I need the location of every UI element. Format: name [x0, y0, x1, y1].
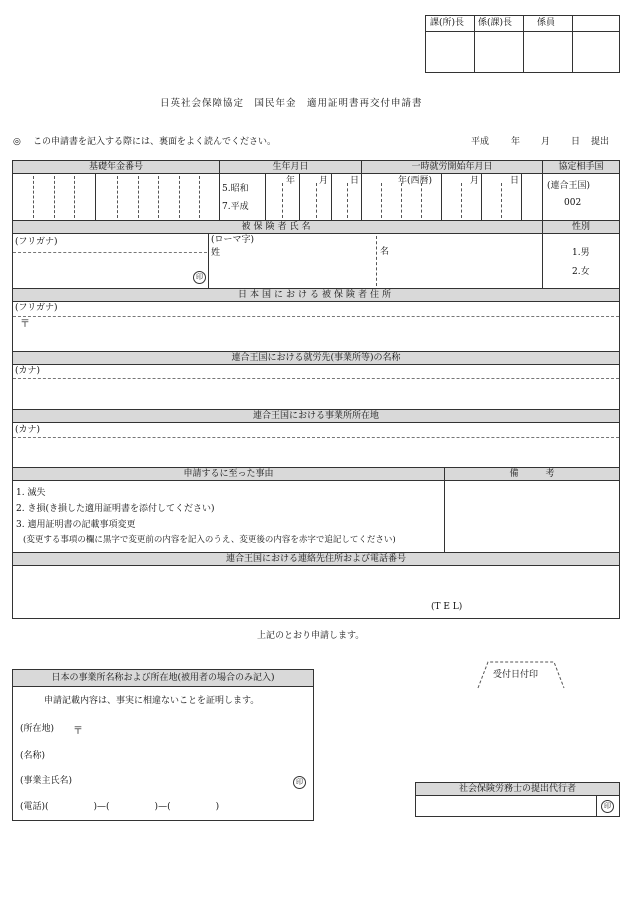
name-furigana: (フリガナ) — [15, 237, 58, 247]
submit-year: 年 — [511, 137, 521, 147]
partner-country-code: 002 — [564, 198, 582, 208]
era-heisei: 7.平成 — [222, 202, 249, 212]
gender-header: 性別 — [542, 220, 620, 234]
reason-header: 申請するに至った事由 — [12, 467, 445, 481]
birth-day-label: 日 — [350, 176, 360, 186]
notice-text: この申請書を記入する際には、裏面をよく読んでください。 — [33, 137, 277, 147]
gender-female: 2.女 — [572, 267, 590, 277]
work-start-header: 一時就労開始年月日 — [361, 160, 543, 174]
era-showa: 5.昭和 — [222, 184, 249, 194]
employer-owner: (事業主氏名) — [20, 776, 73, 786]
work-month-label: 月 — [470, 176, 480, 186]
employer-box — [12, 669, 314, 821]
submit-day: 日 — [571, 137, 581, 147]
employer-location: (所在地) — [20, 724, 55, 734]
name-mei: 名 — [380, 247, 390, 257]
work-day-label: 日 — [510, 176, 520, 186]
employer-cert: 申請記載内容は、事実に相違ないことを証明します。 — [44, 696, 260, 706]
jp-address-postal: 〒 — [20, 319, 30, 330]
submit-label: 提出 — [591, 137, 610, 147]
birth-header: 生年月日 — [219, 160, 362, 174]
uk-contact-tel: (T E L) — [431, 602, 463, 612]
receipt-stamp-label: 受付日付印 — [493, 670, 539, 680]
employer-postal: 〒 — [73, 726, 83, 737]
submit-era: 平成 — [471, 137, 490, 147]
applicant-seal-icon: 印 — [193, 271, 206, 284]
approval-head-chief: 課(所)長 — [430, 18, 465, 28]
uk-employer-kana: (カナ) — [15, 366, 41, 376]
name-sei: 姓 — [211, 248, 221, 258]
birth-month-label: 月 — [319, 176, 329, 186]
agent-header: 社会保険労務士の提出代行者 — [415, 782, 620, 796]
approval-head-section: 係(課)長 — [478, 18, 513, 28]
notice-mark: ◎ — [13, 137, 21, 147]
pension-no-header: 基礎年金番号 — [12, 160, 220, 174]
jp-address-furigana: (フリガナ) — [15, 303, 58, 313]
agent-seal-icon: 印 — [601, 800, 614, 813]
reason-item-3: 3. 適用証明書の記載事項変更 — [16, 520, 136, 530]
approval-head-staff: 係員 — [537, 18, 556, 28]
partner-header: 協定相手国 — [542, 160, 620, 174]
employer-seal-icon: 印 — [293, 776, 306, 789]
remarks-header: 備 考 — [444, 467, 620, 481]
uk-contact-header: 連合王国における連絡先住所および電話番号 — [12, 552, 620, 566]
uk-office-kana: (カナ) — [15, 425, 41, 435]
reason-note: (変更する事項の欄に黒字で変更前の内容を記入のうえ、変更後の内容を赤字で追記してください) — [23, 535, 396, 545]
uk-office-header: 連合王国における事業所所在地 — [12, 409, 620, 423]
name-header: 被保険者氏名 — [12, 220, 543, 234]
employer-name: (名称) — [20, 751, 46, 761]
reason-item-2: 2. き損(き損した適用証明書を添付してください) — [16, 504, 215, 514]
employer-header: 日本の事業所名称および所在地(被用者の場合のみ記入) — [12, 669, 314, 687]
gender-male: 1.男 — [572, 248, 590, 258]
birth-year-label: 年 — [286, 176, 296, 186]
form-title: 日英社会保障協定 国民年金 適用証明書再交付申請書 — [160, 98, 423, 109]
submit-month: 月 — [541, 137, 551, 147]
reason-item-1: 1. 滅失 — [16, 488, 46, 498]
employer-phone: (電話)( )—( )—( ) — [20, 802, 220, 812]
jp-address-header: 日本国における被保険者住所 — [12, 288, 620, 302]
work-year-label: 年(西暦) — [398, 176, 433, 186]
uk-employer-header: 連合王国における就労先(事業所等)の名称 — [12, 351, 620, 365]
partner-country: (連合王国) — [547, 181, 591, 191]
declaration: 上記のとおり申請します。 — [257, 631, 365, 641]
name-romaji: (ローマ字) — [211, 235, 255, 245]
